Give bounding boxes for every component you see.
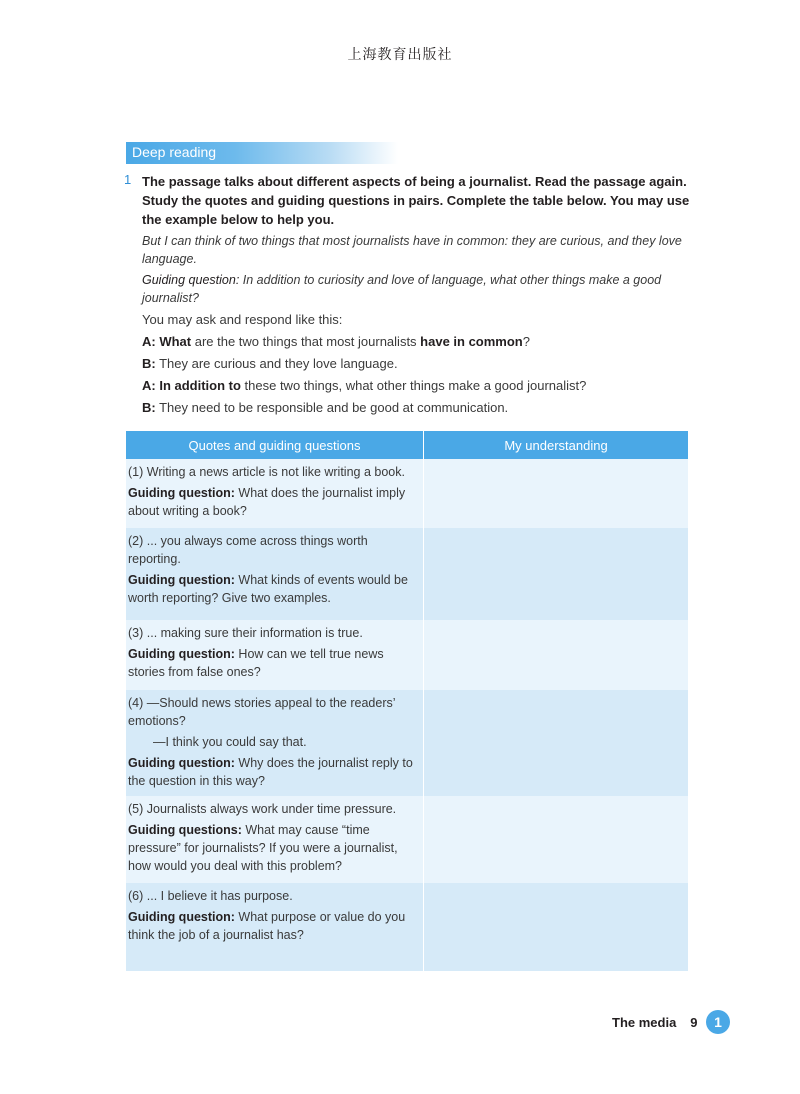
dialogue-line bbox=[142, 332, 694, 351]
guiding-text: What may cause “time pressure” for journalists? If you were a journalist, how would you deal with this problem? bbox=[128, 823, 398, 873]
quote-cell bbox=[126, 459, 424, 528]
dialogue-line bbox=[142, 398, 694, 417]
understanding-cell[interactable] bbox=[424, 796, 688, 883]
dialogue-keyword: A: In addition to bbox=[142, 378, 241, 393]
dialogue-keyword: have in common bbox=[420, 334, 523, 349]
quote-cell bbox=[126, 690, 424, 796]
guiding-text: What kinds of events would be worth reporting? Give two examples. bbox=[128, 573, 408, 605]
table-row bbox=[126, 459, 688, 528]
quote-text: (3) ... making sure their information is true. bbox=[128, 626, 363, 640]
table-row bbox=[126, 796, 688, 883]
understanding-cell[interactable] bbox=[424, 690, 688, 796]
table-row bbox=[126, 528, 688, 620]
guiding-text: In addition to curiosity and love of language, what other things make a good journalist? bbox=[142, 273, 662, 305]
dialogue-text: They need to be responsible and be good at communication. bbox=[155, 400, 509, 415]
quote-cell bbox=[126, 883, 424, 971]
dialogue-text: They are curious and they love language. bbox=[155, 356, 398, 371]
understanding-cell[interactable] bbox=[424, 459, 688, 528]
dialogue-text: ? bbox=[522, 334, 530, 349]
guiding-question bbox=[128, 484, 423, 520]
section-banner bbox=[126, 142, 398, 164]
guiding-label: Guiding question: bbox=[128, 486, 235, 500]
page-footer bbox=[612, 1015, 698, 1030]
guiding-text: What does the journalist imply about writing a book? bbox=[128, 486, 406, 518]
table-body bbox=[126, 459, 688, 971]
dialogue-keyword: B: bbox=[142, 400, 156, 415]
guiding-label: Guiding question: bbox=[128, 573, 235, 587]
understanding-cell[interactable] bbox=[424, 528, 688, 620]
task-number: 1 bbox=[124, 172, 132, 187]
quote-cell bbox=[126, 796, 424, 883]
quotes-table bbox=[126, 431, 688, 971]
publisher-header: 上海教育出版社 bbox=[347, 47, 453, 63]
guiding-question bbox=[128, 754, 423, 790]
quote-reply-text: —I think you could say that. bbox=[153, 735, 307, 749]
guiding-question bbox=[128, 571, 423, 607]
dialogue-keyword: B: bbox=[142, 356, 156, 371]
dialogue-intro: You may ask and respond like this: bbox=[142, 312, 343, 327]
quote-text: (5) Journalists always work under time pressure. bbox=[128, 802, 397, 816]
table-header bbox=[126, 431, 688, 459]
guiding-text: How can we tell true news stories from false ones? bbox=[128, 647, 384, 679]
footer-title: The media bbox=[612, 1015, 677, 1030]
page-number: 9 bbox=[690, 1015, 698, 1030]
dialogue-line bbox=[142, 354, 694, 373]
example-dialogue bbox=[142, 332, 694, 417]
guiding-label: Guiding question: bbox=[128, 910, 235, 924]
guiding-label: Guiding question: bbox=[142, 273, 240, 287]
dialogue-text: are the two things that most journalists bbox=[191, 334, 421, 349]
header-understanding: My understanding bbox=[504, 437, 608, 453]
quote-cell bbox=[126, 620, 424, 690]
dialogue-keyword: A: What bbox=[142, 334, 192, 349]
example-quote: But I can think of two things that most journalists have in common: they are curious, and they love language. bbox=[142, 234, 682, 266]
quote-text: (4) —Should news stories appeal to the readers’ emotions? bbox=[128, 696, 396, 728]
guiding-text: What purpose or value do you think the job of a journalist has? bbox=[128, 910, 406, 942]
table-row bbox=[126, 883, 688, 971]
quote-text: (2) ... you always come across things worth reporting. bbox=[128, 534, 368, 566]
guiding-label: Guiding question: bbox=[128, 647, 235, 661]
task-instruction: The passage talks about different aspects of being a journalist. Read the passage again. Study the quotes and guiding questions in pairs. Complete the table below. You may use the example below to help you. bbox=[142, 174, 690, 227]
quote-text: (1) Writing a news article is not like writing a book. bbox=[128, 465, 405, 479]
guiding-text: Why does the journalist reply to the question in this way? bbox=[128, 756, 413, 788]
dialogue-line bbox=[142, 376, 694, 395]
task-block bbox=[142, 172, 694, 420]
section-title: Deep reading bbox=[132, 144, 217, 160]
table-row bbox=[126, 620, 688, 690]
quote-cell bbox=[126, 528, 424, 620]
dialogue-text: these two things, what other things make a good journalist? bbox=[240, 378, 587, 393]
header-quotes: Quotes and guiding questions bbox=[126, 431, 424, 459]
understanding-cell[interactable] bbox=[424, 883, 688, 971]
quote-text: (6) ... I believe it has purpose. bbox=[128, 889, 293, 903]
guiding-question bbox=[128, 645, 423, 681]
understanding-cell[interactable] bbox=[424, 620, 688, 690]
guiding-label: Guiding questions: bbox=[128, 823, 242, 837]
guiding-question bbox=[128, 908, 423, 944]
example-guiding-question bbox=[142, 271, 694, 307]
guiding-label: Guiding question: bbox=[128, 756, 235, 770]
guiding-question bbox=[128, 821, 423, 875]
table-row bbox=[126, 690, 688, 796]
unit-badge: 1 bbox=[706, 1010, 730, 1034]
